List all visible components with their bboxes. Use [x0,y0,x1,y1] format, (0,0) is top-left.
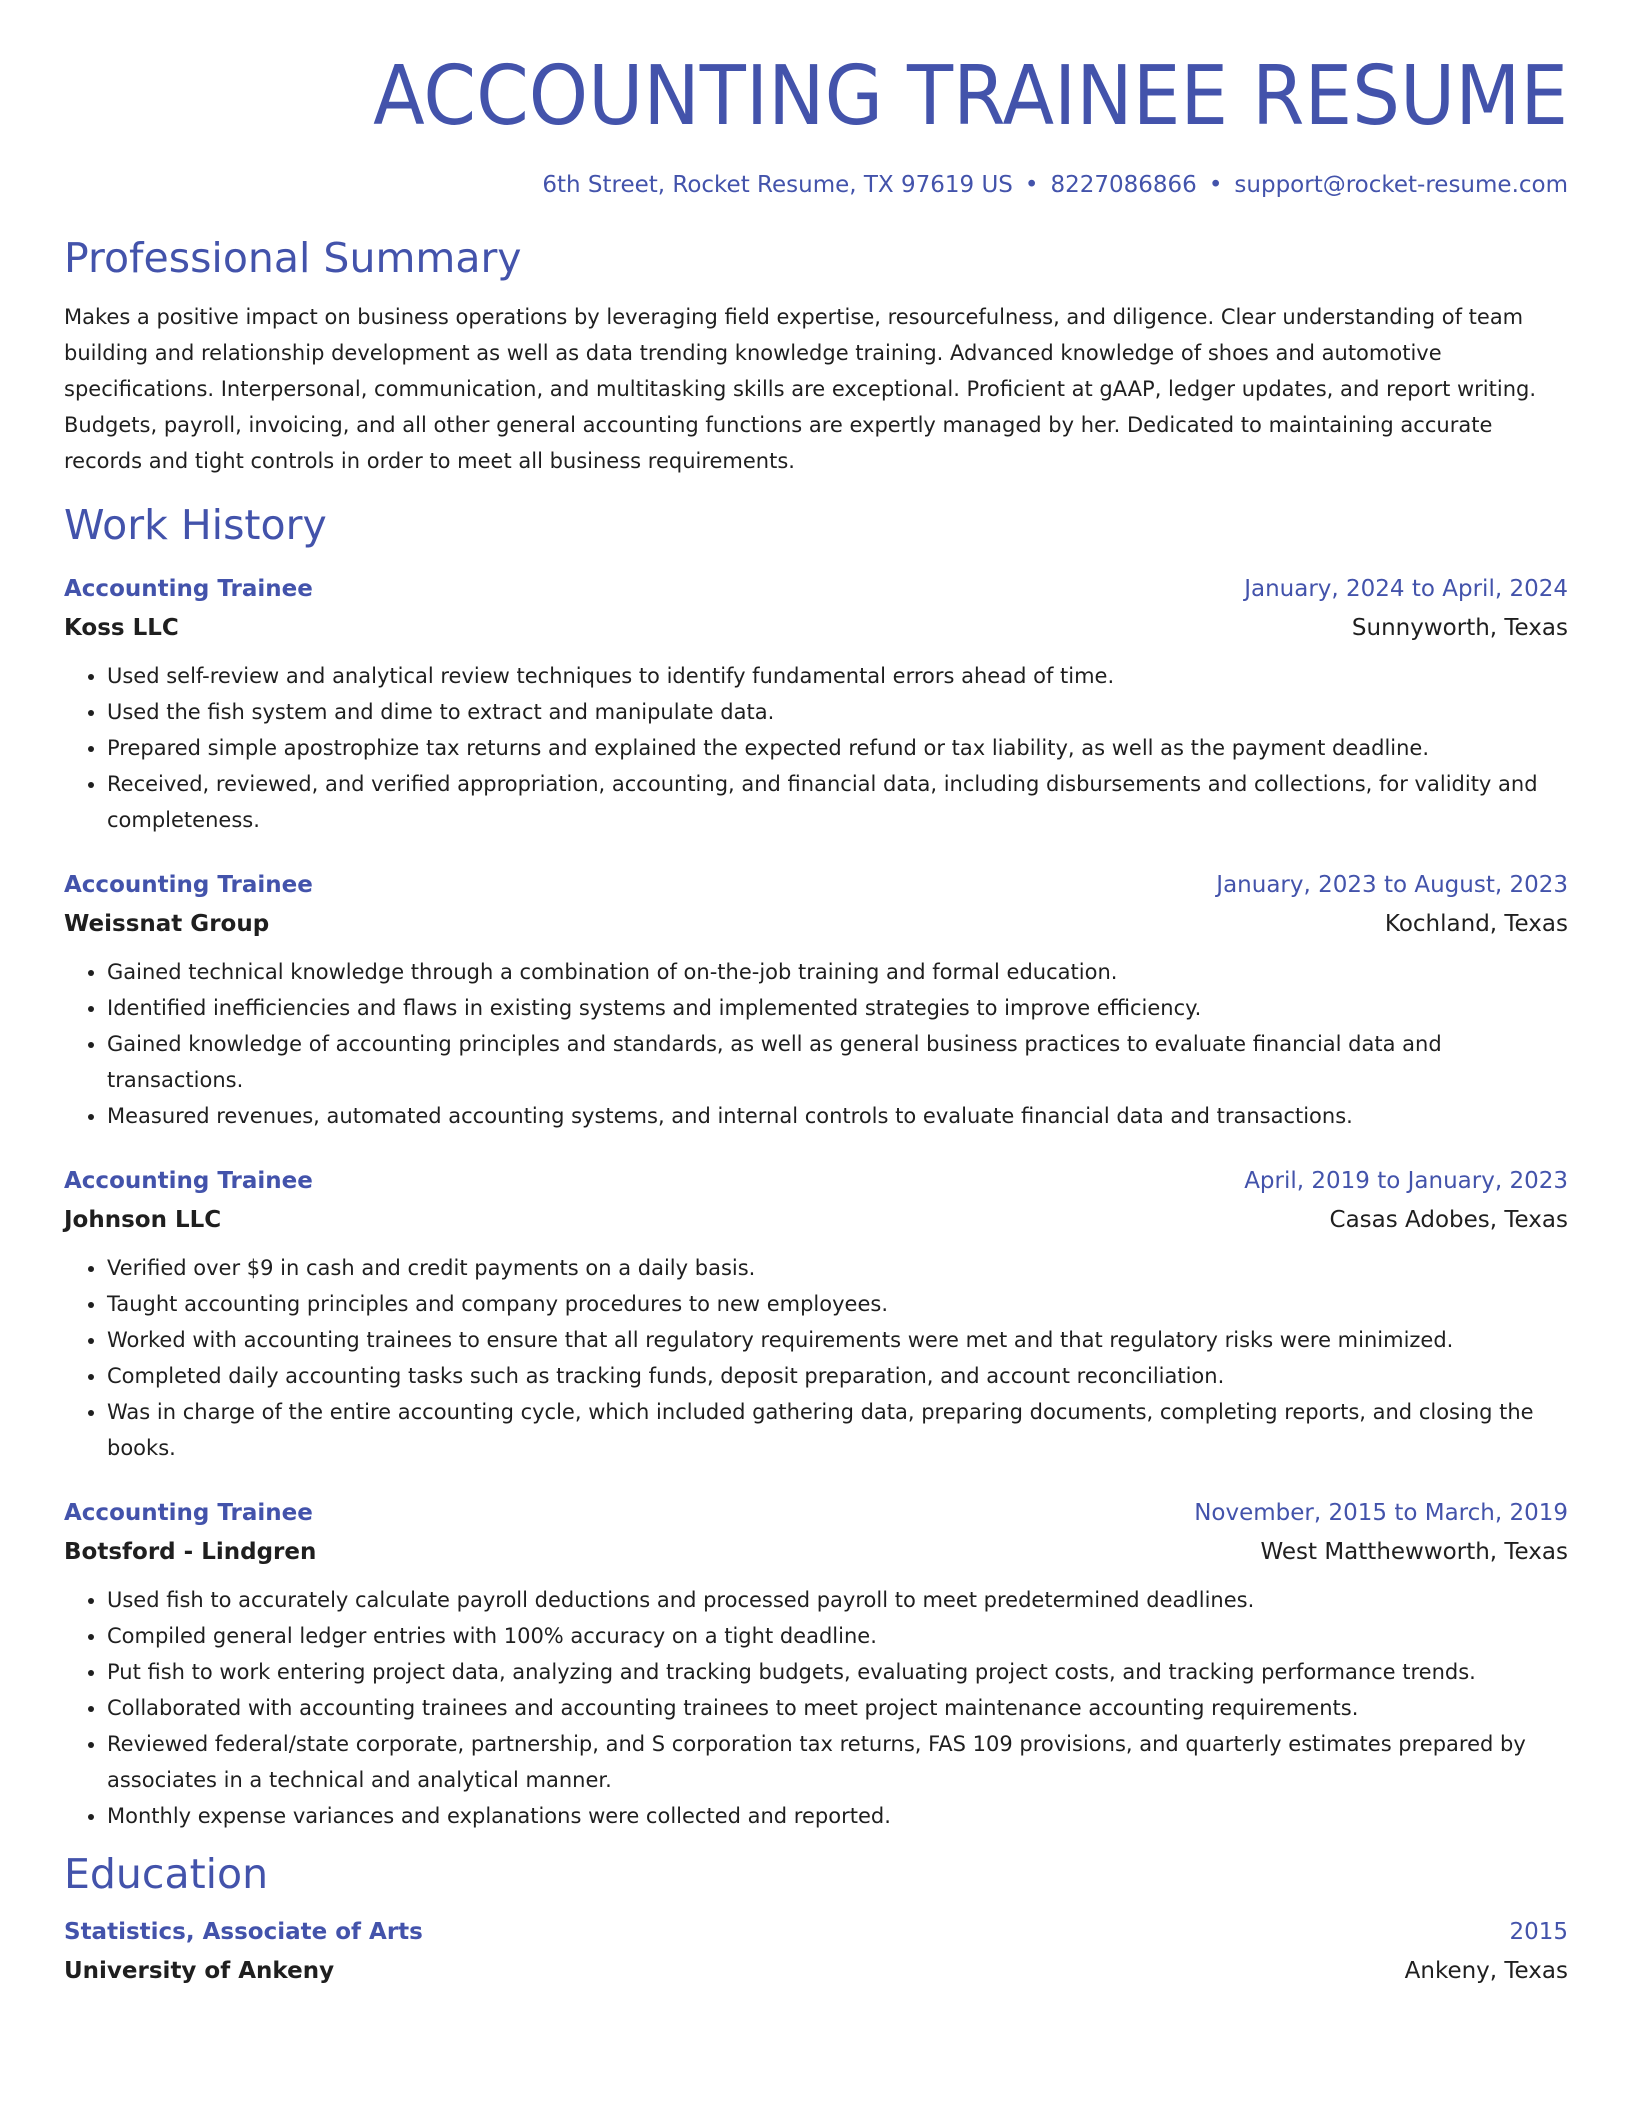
job-title: Accounting Trainee [64,1168,313,1195]
job-bullet: • Used fish to accurately calculate payroll deductions and processed payroll to meet predetermined deadlines. [107,1582,1568,1618]
job-bullet: • Prepared simple apostrophize tax returns and explained the expected refund or tax liability, as well as the payment deadline. [107,730,1568,766]
education-school-row [64,1951,1568,1991]
job-bullet: • Reviewed federal/state corporate, partnership, and S corporation tax returns, FAS 109 provisions, and quarterly estimates prepared by associates in a technical and analytical manner. [107,1726,1568,1798]
job-location: West Matthewworth, Texas [1260,1539,1568,1566]
job-company-row [64,1532,1568,1572]
job-title: Accounting Trainee [64,872,313,899]
job-location: Kochland, Texas [1384,911,1568,938]
job-bullet: • Gained technical knowledge through a combination of on-the-job training and formal education. [107,954,1568,990]
job-company: Weissnat Group [64,911,270,938]
job-bullet: • Completed daily accounting tasks such as tracking funds, deposit preparation, and account reconciliation. [107,1358,1568,1394]
job-bullet-list [64,658,1568,838]
job-company-row [64,1200,1568,1240]
job-dates: January, 2024 to April, 2024 [1244,576,1568,603]
job-header-row [64,1494,1568,1532]
job-company-row [64,608,1568,648]
job-bullet: • Identified inefficiencies and flaws in existing systems and implemented strategies to improve efficiency. [107,990,1568,1026]
contact-phone: 8227086866 [1050,172,1197,199]
job-location: Casas Adobes, Texas [1329,1207,1568,1234]
job-bullet: • Gained knowledge of accounting principles and standards, as well as general business practices to evaluate financial data and transactions. [107,1026,1568,1098]
education-year: 2015 [1509,1919,1568,1946]
job-header-row [64,1162,1568,1200]
job-bullet: • Monthly expense variances and explanations were collected and reported. [107,1798,1568,1834]
job-bullet: • Compiled general ledger entries with 100% accuracy on a tight deadline. [107,1618,1568,1654]
summary-heading: Professional Summary [64,233,522,282]
job-bullet: • Verified over $9 in cash and credit payments on a daily basis. [107,1250,1568,1286]
contact-separator: • [1024,172,1039,199]
job-dates: November, 2015 to March, 2019 [1194,1500,1568,1527]
job-entry [64,1162,1568,1466]
job-bullet: • Was in charge of the entire accounting cycle, which included gathering data, preparing documents, completing reports, and closing the books. [107,1394,1568,1466]
resume-header [64,0,1568,200]
education-degree: Statistics, Associate of Arts [64,1919,423,1946]
job-bullet: • Collaborated with accounting trainees and accounting trainees to meet project maintenance accounting requirements. [107,1690,1568,1726]
job-title: Accounting Trainee [64,576,313,603]
job-header-row [64,570,1568,608]
job-dates: January, 2023 to August, 2023 [1216,872,1568,899]
summary-text: Makes a positive impact on business operations by leveraging field expertise, resourcefulness, and diligence. Clear understanding of team building and relationship development as well as data trending knowledge training. Advanced knowledge of shoes and automotive specifications. Interpersonal, communication, and multitasking skills are exceptional. Proficient at gAAP, ledger updates, and report writing. Budgets, payroll, invoicing, and all other general accounting functions are expertly managed by her. Dedicated to maintaining accurate records and tight controls in order to meet all business requirements. [64,304,1537,473]
work-history-list [64,570,1568,1834]
job-bullet: • Worked with accounting trainees to ensure that all regulatory requirements were met and that regulatory risks were minimized. [107,1322,1568,1358]
job-dates: April, 2019 to January, 2023 [1244,1168,1568,1195]
job-company: Johnson LLC [64,1207,222,1234]
education-school: University of Ankeny [64,1958,335,1985]
contact-email[interactable]: support@rocket-resume.com [1234,172,1568,199]
job-company-row [64,904,1568,944]
education-heading: Education [64,1850,269,1899]
job-company: Koss LLC [64,615,179,642]
education-entry [64,1913,1568,1991]
job-bullet: • Received, reviewed, and verified appropriation, accounting, and financial data, including disbursements and collections, for validity and completeness. [107,766,1568,838]
job-bullet-list [64,1250,1568,1466]
resume-title: ACCOUNTING TRAINEE RESUME [373,49,1569,144]
job-entry [64,570,1568,838]
contact-line [64,172,1568,200]
job-company: Botsford - Lindgren [64,1539,317,1566]
job-bullet: • Measured revenues, automated accounting systems, and internal controls to evaluate financial data and transactions. [107,1098,1568,1134]
job-entry [64,866,1568,1134]
job-bullet: • Used the fish system and dime to extract and manipulate data. [107,694,1568,730]
job-location: Sunnyworth, Texas [1351,615,1568,642]
job-bullet-list [64,1582,1568,1834]
job-title: Accounting Trainee [64,1500,313,1527]
job-entry [64,1494,1568,1834]
job-bullet: • Used self-review and analytical review techniques to identify fundamental errors ahead of time. [107,658,1568,694]
education-location: Ankeny, Texas [1404,1958,1568,1985]
education-header-row [64,1913,1568,1951]
job-bullet: • Taught accounting principles and company procedures to new employees. [107,1286,1568,1322]
job-bullet-list [64,954,1568,1134]
job-header-row [64,866,1568,904]
education-list [64,1913,1568,1991]
contact-address: 6th Street, Rocket Resume, TX 97619 US [542,172,1013,199]
work-history-heading: Work History [64,500,327,549]
job-bullet: • Put fish to work entering project data, analyzing and tracking budgets, evaluating project costs, and tracking performance trends. [107,1654,1568,1690]
contact-separator: • [1208,172,1223,199]
